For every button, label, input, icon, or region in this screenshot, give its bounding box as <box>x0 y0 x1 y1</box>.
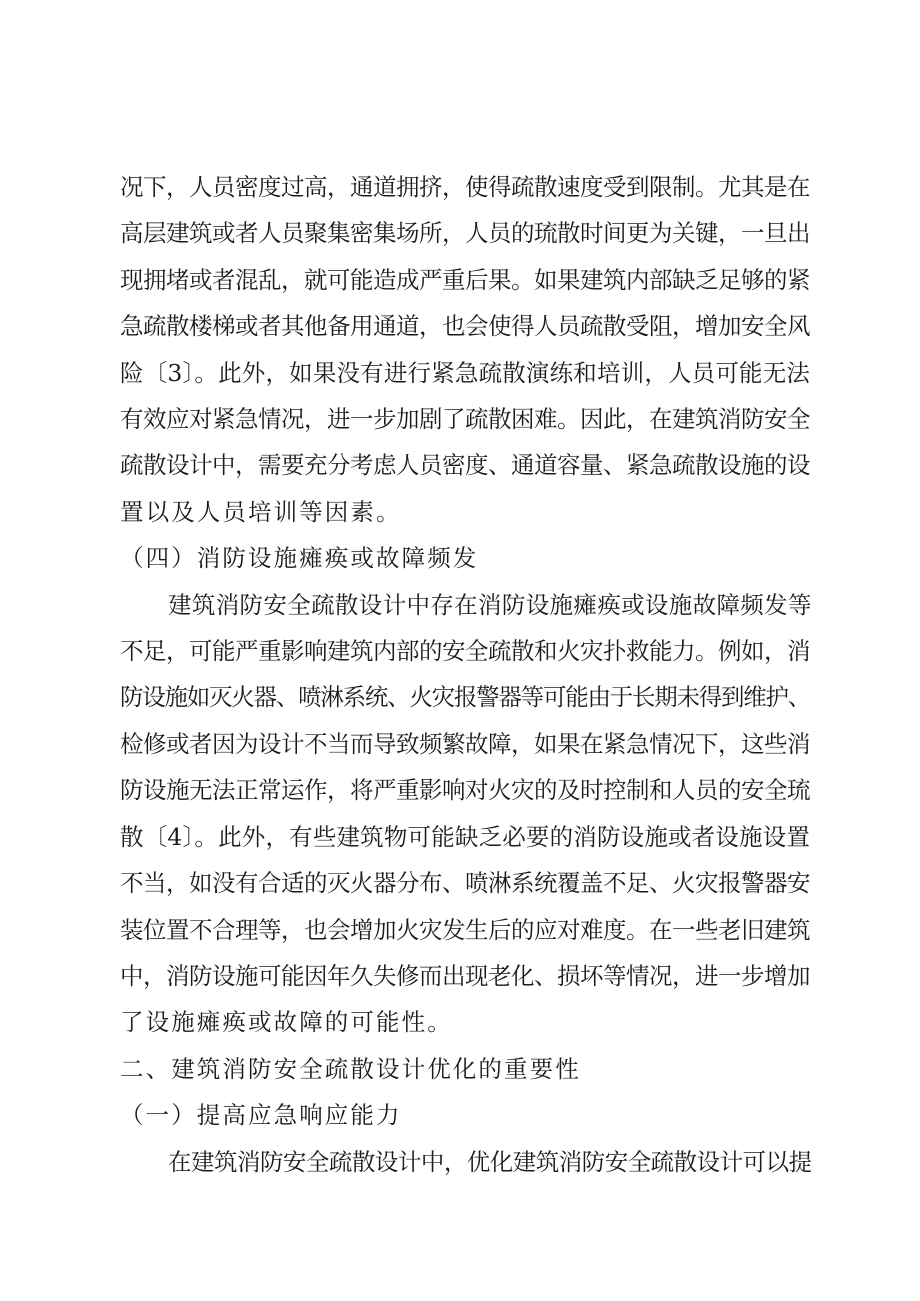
paragraph-emergency-response <box>120 1139 810 1185</box>
paragraph-crowding <box>120 164 810 535</box>
text-line: 防设施如灭火器、喷淋系统、火灾报警器等可能由于长期未得到维护、 <box>120 683 810 712</box>
text-line: 有效应对紧急情况，进一步加剧了疏散困难。因此，在建筑消防安全 <box>120 405 810 434</box>
text-line: 检修或者因为设计不当而导致频繁故障，如果在紧急情况下，这些消 <box>120 729 810 758</box>
text-line: 疏散设计中，需要充分考虑人员密度、通道容量、紧急疏散设施的设 <box>120 451 810 480</box>
text-line: 中，消防设施可能因年久失修而出现老化、损坏等情况，进一步增加 <box>120 961 810 990</box>
text-line: 散〔4〕。此外，有些建筑物可能缺乏必要的消防设施或者设施设置 <box>120 822 810 851</box>
paragraph-facilities <box>120 582 810 1046</box>
text-line: 急疏散楼梯或者其他备用通道，也会使得人员疏散受阻，增加安全风 <box>120 312 810 341</box>
text-line: 装位置不合理等，也会增加火灾发生后的应对难度。在一些老旧建筑 <box>120 915 810 944</box>
text-line: 在建筑消防安全疏散设计中，优化建筑消防安全疏散设计可以提 <box>168 1147 810 1176</box>
text-line: 况下，人员密度过高，通道拥挤，使得疏散速度受到限制。尤其是在 <box>120 173 810 201</box>
document-body <box>120 164 810 1185</box>
text-line: 置以及人员培训等因素。 <box>120 497 402 526</box>
text-line: 险〔3〕。此外，如果没有进行紧急疏散演练和培训，人员可能无法 <box>120 358 810 387</box>
text-line: 了设施瘫痪或故障的可能性。 <box>120 1008 453 1037</box>
text-line: 现拥堵或者混乱，就可能造成严重后果。如果建筑内部缺乏足够的紧 <box>120 265 810 294</box>
text-line: 防设施无法正常运作，将严重影响对火灾的及时控制和人员的安全琉 <box>120 776 810 805</box>
text-line: 不足，可能严重影响建筑内部的安全疏散和火灾扑救能力。例如，消 <box>120 637 810 666</box>
text-line: 建筑消防安全疏散设计中存在消防设施瘫痪或设施故障频发等 <box>168 590 810 619</box>
text-line: 不当，如没有合适的灭火器分布、喷淋系统覆盖不足、火灾报警器安 <box>120 869 810 898</box>
section-heading-4: （四）消防设施瘫痪或故障频发 <box>120 544 479 573</box>
text-line: 高层建筑或者人员聚集密集场所，人员的琉散时间更为关键，一旦出 <box>120 219 810 248</box>
section-heading-2-1: （一）提高应急响应能力 <box>120 1101 402 1130</box>
chapter-heading-2: 二、建筑消防安全疏散设计优化的重要性 <box>120 1054 581 1083</box>
